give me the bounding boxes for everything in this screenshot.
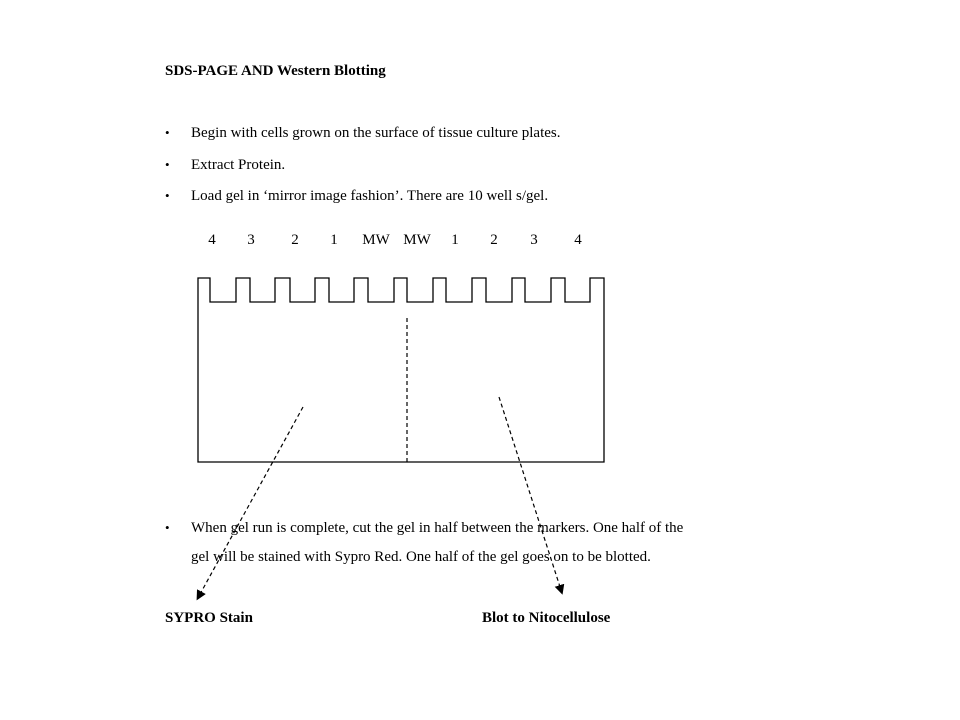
lane-label: MW: [403, 232, 431, 248]
slide-title: SDS-PAGE AND Western Blotting: [165, 63, 386, 79]
lane-label: 2: [490, 232, 498, 248]
lane-label: MW: [362, 232, 390, 248]
bullet-icon: •: [165, 125, 170, 140]
bullet-text-continued: gel will be stained with Sypro Red. One half of the gel goes on to be blotted.: [191, 549, 651, 565]
bullet-text: When gel run is complete, cut the gel in half between the markers. One half of the: [191, 520, 684, 536]
blot-label: Blot to Nitocellulose: [482, 610, 611, 626]
bullet-text: Extract Protein.: [191, 157, 286, 173]
lane-label: 4: [208, 232, 216, 248]
bullet-text: Begin with cells grown on the surface of tissue culture plates.: [191, 125, 561, 141]
arrow-to-stain: [199, 407, 303, 596]
bullet-icon: •: [165, 157, 170, 172]
lane-label: 1: [451, 232, 459, 248]
bullet-text: Load gel in ‘mirror image fashion’. There are 10 well s/gel.: [191, 188, 549, 204]
gel-outline: [198, 278, 604, 462]
lane-label: 3: [530, 232, 538, 248]
lane-label: 4: [574, 232, 582, 248]
sypro-stain-label: SYPRO Stain: [165, 610, 253, 626]
lane-label: 2: [291, 232, 299, 248]
lane-label: 3: [247, 232, 255, 248]
bullet-icon: •: [165, 188, 170, 203]
bullet-icon: •: [165, 520, 170, 535]
lane-label: 1: [330, 232, 338, 248]
